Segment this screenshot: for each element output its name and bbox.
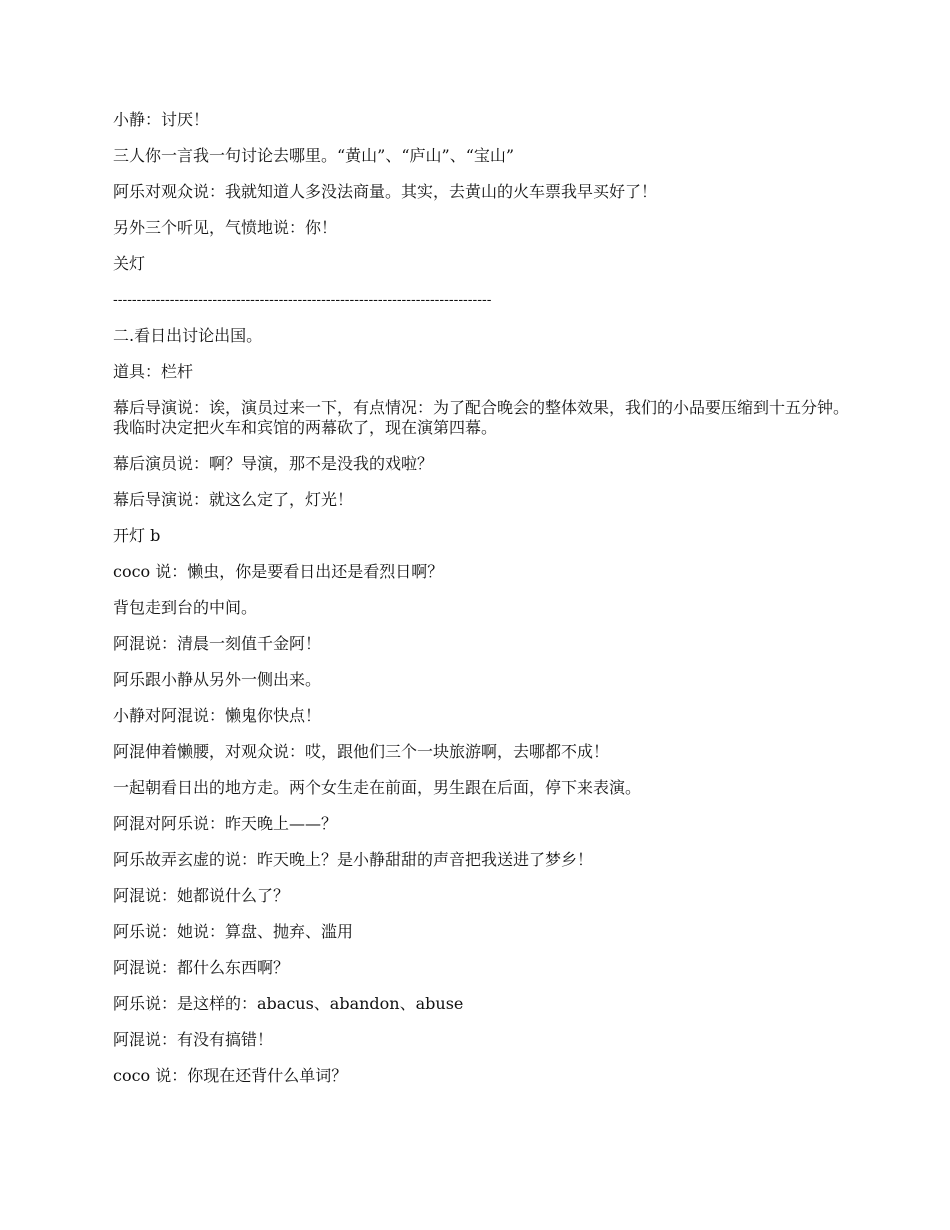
text-line: 小静：讨厌！ — [113, 110, 210, 129]
section-heading: 二.看日出讨论出国。 — [113, 326, 263, 345]
text-line: 开灯 b — [113, 526, 161, 545]
text-line: 阿乐说：她说：算盘、抛弃、滥用 — [113, 922, 354, 941]
text-line: 小静对阿混说：懒鬼你快点！ — [113, 706, 322, 725]
text-line: 一起朝看日出的地方走。两个女生走在前面，男生跟在后面，停下来表演。 — [113, 778, 642, 797]
text-line: 阿乐对观众说：我就知道人多没法商量。其实，去黄山的火车票我早买好了！ — [113, 182, 658, 201]
text-line: 幕后导演说：就这么定了，灯光！ — [113, 490, 354, 509]
text-line: 阿混说：有没有搞错！ — [113, 1030, 274, 1049]
text-line: 阿混伸着懒腰，对观众说：哎，跟他们三个一块旅游啊，去哪都不成！ — [113, 742, 610, 761]
dashed-separator: -------------------------------------------------------------------------------- — [113, 292, 492, 308]
text-line: 阿乐故弄玄虚的说：昨天晚上？是小静甜甜的声音把我送进了梦乡！ — [113, 850, 594, 869]
text-line: 道具：栏杆 — [113, 362, 194, 381]
text-line: 另外三个听见，气愤地说：你！ — [113, 218, 338, 237]
text-line: 幕后演员说：啊？导演，那不是没我的戏啦？ — [113, 454, 434, 473]
text-line: 三人你一言我一句讨论去哪里。“黄山”、“庐山”、“宝山” — [113, 146, 515, 165]
text-line: 阿混说：她都说什么了？ — [113, 886, 290, 905]
text-paragraph: 幕后导演说：诶，演员过来一下，有点情况：为了配合晚会的整体效果，我们的小品要压缩到十五分钟。我临时决定把火车和宾馆的两幕砍了，现在演第四幕。 — [113, 398, 850, 437]
document-page — [113, 110, 853, 1102]
text-line: 关灯 — [113, 254, 146, 273]
text-line: 阿混对阿乐说：昨天晚上——？ — [113, 814, 338, 833]
text-line: 阿混说：都什么东西啊？ — [113, 958, 290, 977]
text-line: 阿乐说：是这样的：abacus、abandon、abuse — [113, 994, 464, 1013]
text-line: 阿乐跟小静从另外一侧出来。 — [113, 670, 322, 689]
text-line: coco 说：你现在还背什么单词？ — [113, 1066, 348, 1085]
text-line: 背包走到台的中间。 — [113, 598, 258, 617]
text-line: coco 说：懒虫，你是要看日出还是看烈日啊？ — [113, 562, 444, 581]
text-line: 阿混说：清晨一刻值千金阿！ — [113, 634, 322, 653]
